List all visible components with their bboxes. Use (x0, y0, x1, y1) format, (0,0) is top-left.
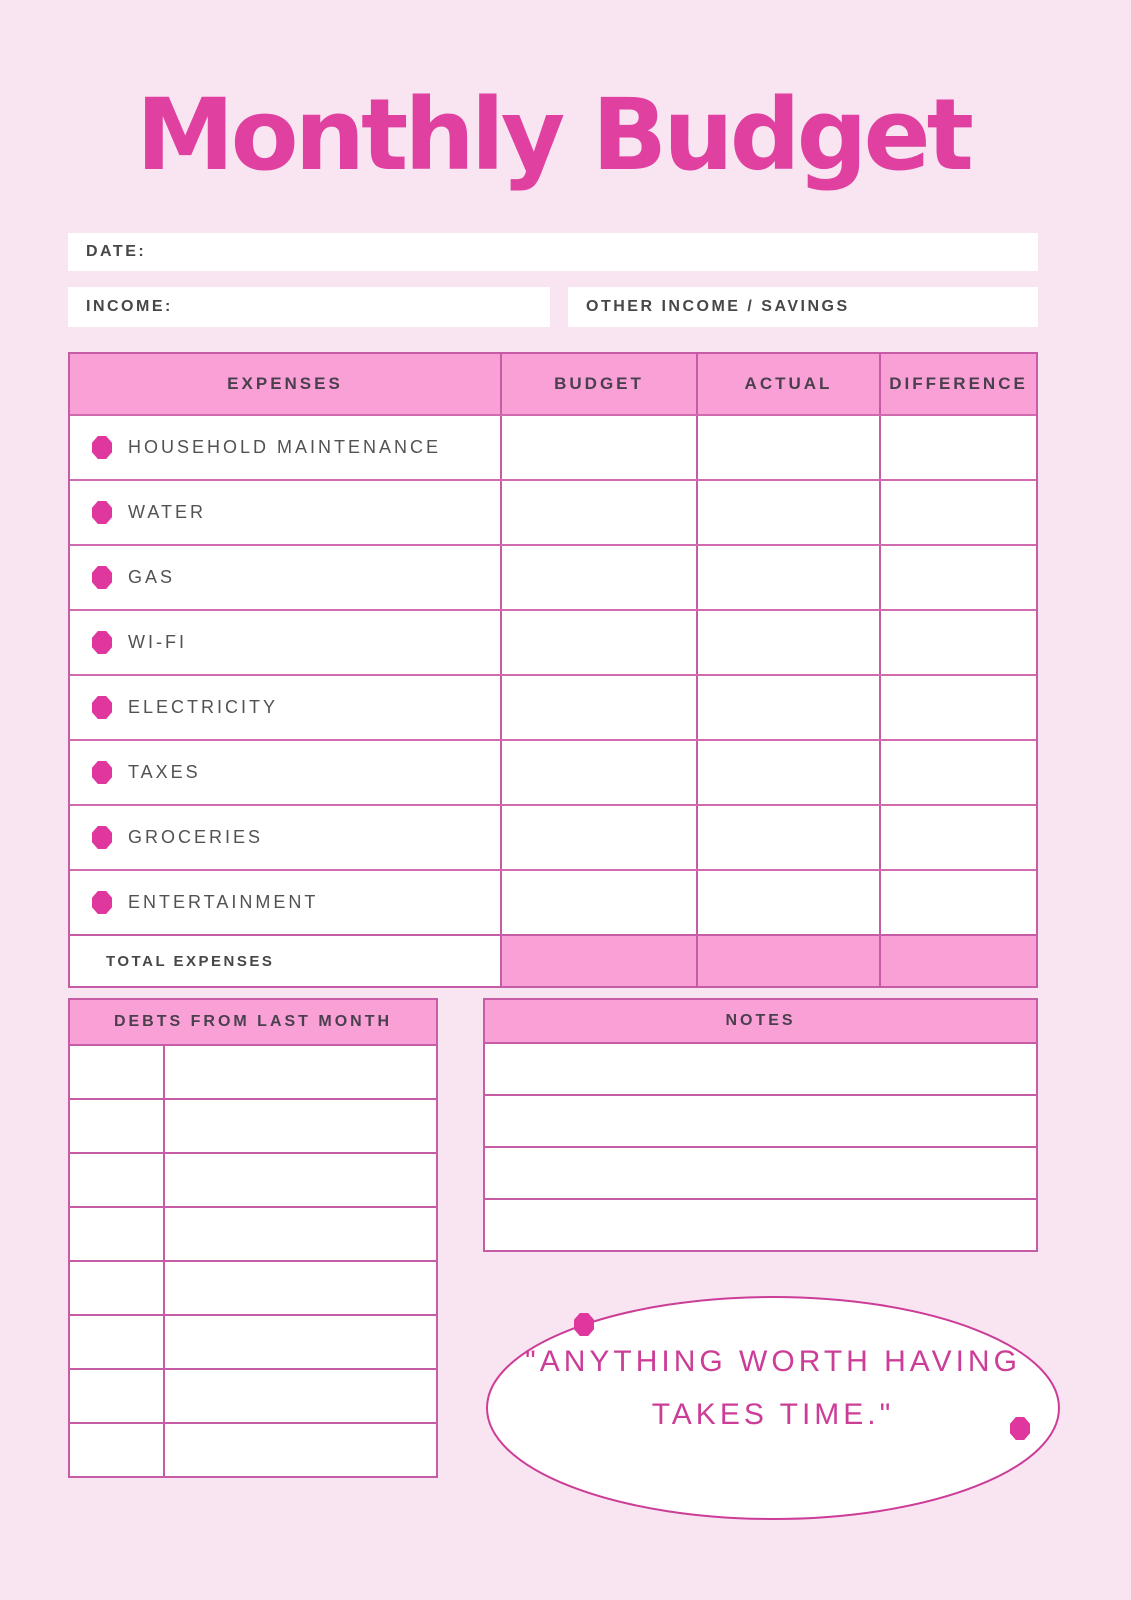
debt-description-cell[interactable] (165, 1154, 436, 1206)
expense-label: ELECTRICITY (128, 697, 279, 717)
expense-label: TAXES (128, 762, 201, 782)
expense-label: GROCERIES (128, 827, 264, 847)
notes-section (483, 998, 1038, 1252)
budget-cell[interactable] (502, 546, 698, 609)
other-income-savings-label: OTHER INCOME / SAVINGS (586, 298, 850, 315)
total-expenses-label-cell (70, 936, 502, 986)
actual-cell[interactable] (698, 611, 881, 674)
debt-amount-cell[interactable] (70, 1316, 165, 1368)
actual-cell[interactable] (698, 806, 881, 869)
debt-description-cell[interactable] (165, 1208, 436, 1260)
debt-description-cell[interactable] (165, 1046, 436, 1098)
total-actual-cell[interactable] (698, 936, 881, 986)
page-title: Monthly Budget (136, 78, 970, 193)
difference-column-header: DIFFERENCE (889, 374, 1028, 393)
debt-description-cell[interactable] (165, 1370, 436, 1422)
debt-amount-cell[interactable] (70, 1424, 165, 1476)
ellipse-dot-icon (1010, 1417, 1030, 1440)
budget-cell[interactable] (502, 611, 698, 674)
debts-table (68, 998, 438, 1478)
total-expenses-row (70, 934, 1036, 986)
octagon-bullet-icon (92, 566, 112, 589)
debt-row (70, 1206, 436, 1260)
notes-line[interactable] (485, 1044, 1036, 1094)
date-field[interactable] (68, 233, 1038, 271)
budget-cell[interactable] (502, 416, 698, 479)
debt-amount-cell[interactable] (70, 1154, 165, 1206)
ellipse-dot-icon (574, 1313, 594, 1336)
actual-cell[interactable] (698, 871, 881, 934)
expenses-table (68, 352, 1038, 988)
notes-body (485, 1044, 1036, 1250)
expense-label-cell (70, 676, 502, 739)
difference-cell[interactable] (881, 806, 1036, 869)
debt-row (70, 1368, 436, 1422)
notes-line[interactable] (485, 1146, 1036, 1198)
expenses-table-header (70, 354, 1036, 414)
debt-row (70, 1260, 436, 1314)
difference-cell[interactable] (881, 611, 1036, 674)
expense-row (70, 544, 1036, 609)
debt-row (70, 1046, 436, 1098)
debts-table-body (70, 1046, 436, 1476)
total-expenses-label: TOTAL EXPENSES (106, 952, 275, 970)
debt-amount-cell[interactable] (70, 1262, 165, 1314)
expense-row (70, 674, 1036, 739)
actual-cell[interactable] (698, 546, 881, 609)
notes-line[interactable] (485, 1198, 1036, 1250)
expense-row (70, 609, 1036, 674)
debt-row (70, 1422, 436, 1476)
actual-cell[interactable] (698, 676, 881, 739)
date-label: DATE: (86, 243, 147, 260)
budget-cell[interactable] (502, 871, 698, 934)
budget-cell[interactable] (502, 676, 698, 739)
notes-line[interactable] (485, 1094, 1036, 1146)
budget-cell[interactable] (502, 741, 698, 804)
debt-description-cell[interactable] (165, 1262, 436, 1314)
expense-row (70, 414, 1036, 479)
expense-row (70, 479, 1036, 544)
expense-label-cell (70, 871, 502, 934)
actual-cell[interactable] (698, 481, 881, 544)
expenses-column-header: EXPENSES (70, 354, 502, 414)
debt-amount-cell[interactable] (70, 1370, 165, 1422)
expense-label-cell (70, 546, 502, 609)
expense-label: ENTERTAINMENT (128, 892, 319, 912)
octagon-bullet-icon (92, 631, 112, 654)
debt-amount-cell[interactable] (70, 1208, 165, 1260)
octagon-bullet-icon (92, 696, 112, 719)
income-field[interactable] (68, 287, 550, 327)
actual-column-header: ACTUAL (698, 354, 881, 414)
budget-cell[interactable] (502, 806, 698, 869)
total-difference-cell[interactable] (881, 936, 1036, 986)
debt-description-cell[interactable] (165, 1100, 436, 1152)
debt-amount-cell[interactable] (70, 1100, 165, 1152)
debt-row (70, 1152, 436, 1206)
expense-row (70, 869, 1036, 934)
expense-label: WI-FI (128, 632, 187, 652)
difference-cell[interactable] (881, 871, 1036, 934)
difference-cell[interactable] (881, 416, 1036, 479)
octagon-bullet-icon (92, 501, 112, 524)
expenses-table-body (70, 414, 1036, 934)
expense-row (70, 739, 1036, 804)
debt-amount-cell[interactable] (70, 1046, 165, 1098)
notes-title: NOTES (485, 1000, 1036, 1044)
other-income-savings-field[interactable] (568, 287, 1038, 327)
octagon-bullet-icon (92, 891, 112, 914)
difference-cell[interactable] (881, 676, 1036, 739)
budget-cell[interactable] (502, 481, 698, 544)
octagon-bullet-icon (92, 436, 112, 459)
actual-cell[interactable] (698, 416, 881, 479)
expense-label-cell (70, 481, 502, 544)
debt-description-cell[interactable] (165, 1316, 436, 1368)
actual-cell[interactable] (698, 741, 881, 804)
debt-description-cell[interactable] (165, 1424, 436, 1476)
expense-label-cell (70, 741, 502, 804)
octagon-bullet-icon (92, 826, 112, 849)
difference-cell[interactable] (881, 481, 1036, 544)
expense-label: WATER (128, 502, 206, 522)
expense-label: GAS (128, 567, 176, 587)
expense-row (70, 804, 1036, 869)
debt-row (70, 1314, 436, 1368)
octagon-bullet-icon (92, 761, 112, 784)
expense-label: HOUSEHOLD MAINTENANCE (128, 437, 442, 457)
expense-label-cell (70, 416, 502, 479)
debts-table-title: DEBTS FROM LAST MONTH (70, 1000, 436, 1046)
income-label: INCOME: (86, 298, 173, 315)
difference-cell[interactable] (881, 741, 1036, 804)
budget-column-header: BUDGET (502, 354, 698, 414)
total-budget-cell[interactable] (502, 936, 698, 986)
quote-text: "ANYTHING WORTH HAVING TAKES TIME." (525, 1345, 1021, 1431)
expense-label-cell (70, 806, 502, 869)
expense-label-cell (70, 611, 502, 674)
debt-row (70, 1098, 436, 1152)
difference-cell[interactable] (881, 546, 1036, 609)
